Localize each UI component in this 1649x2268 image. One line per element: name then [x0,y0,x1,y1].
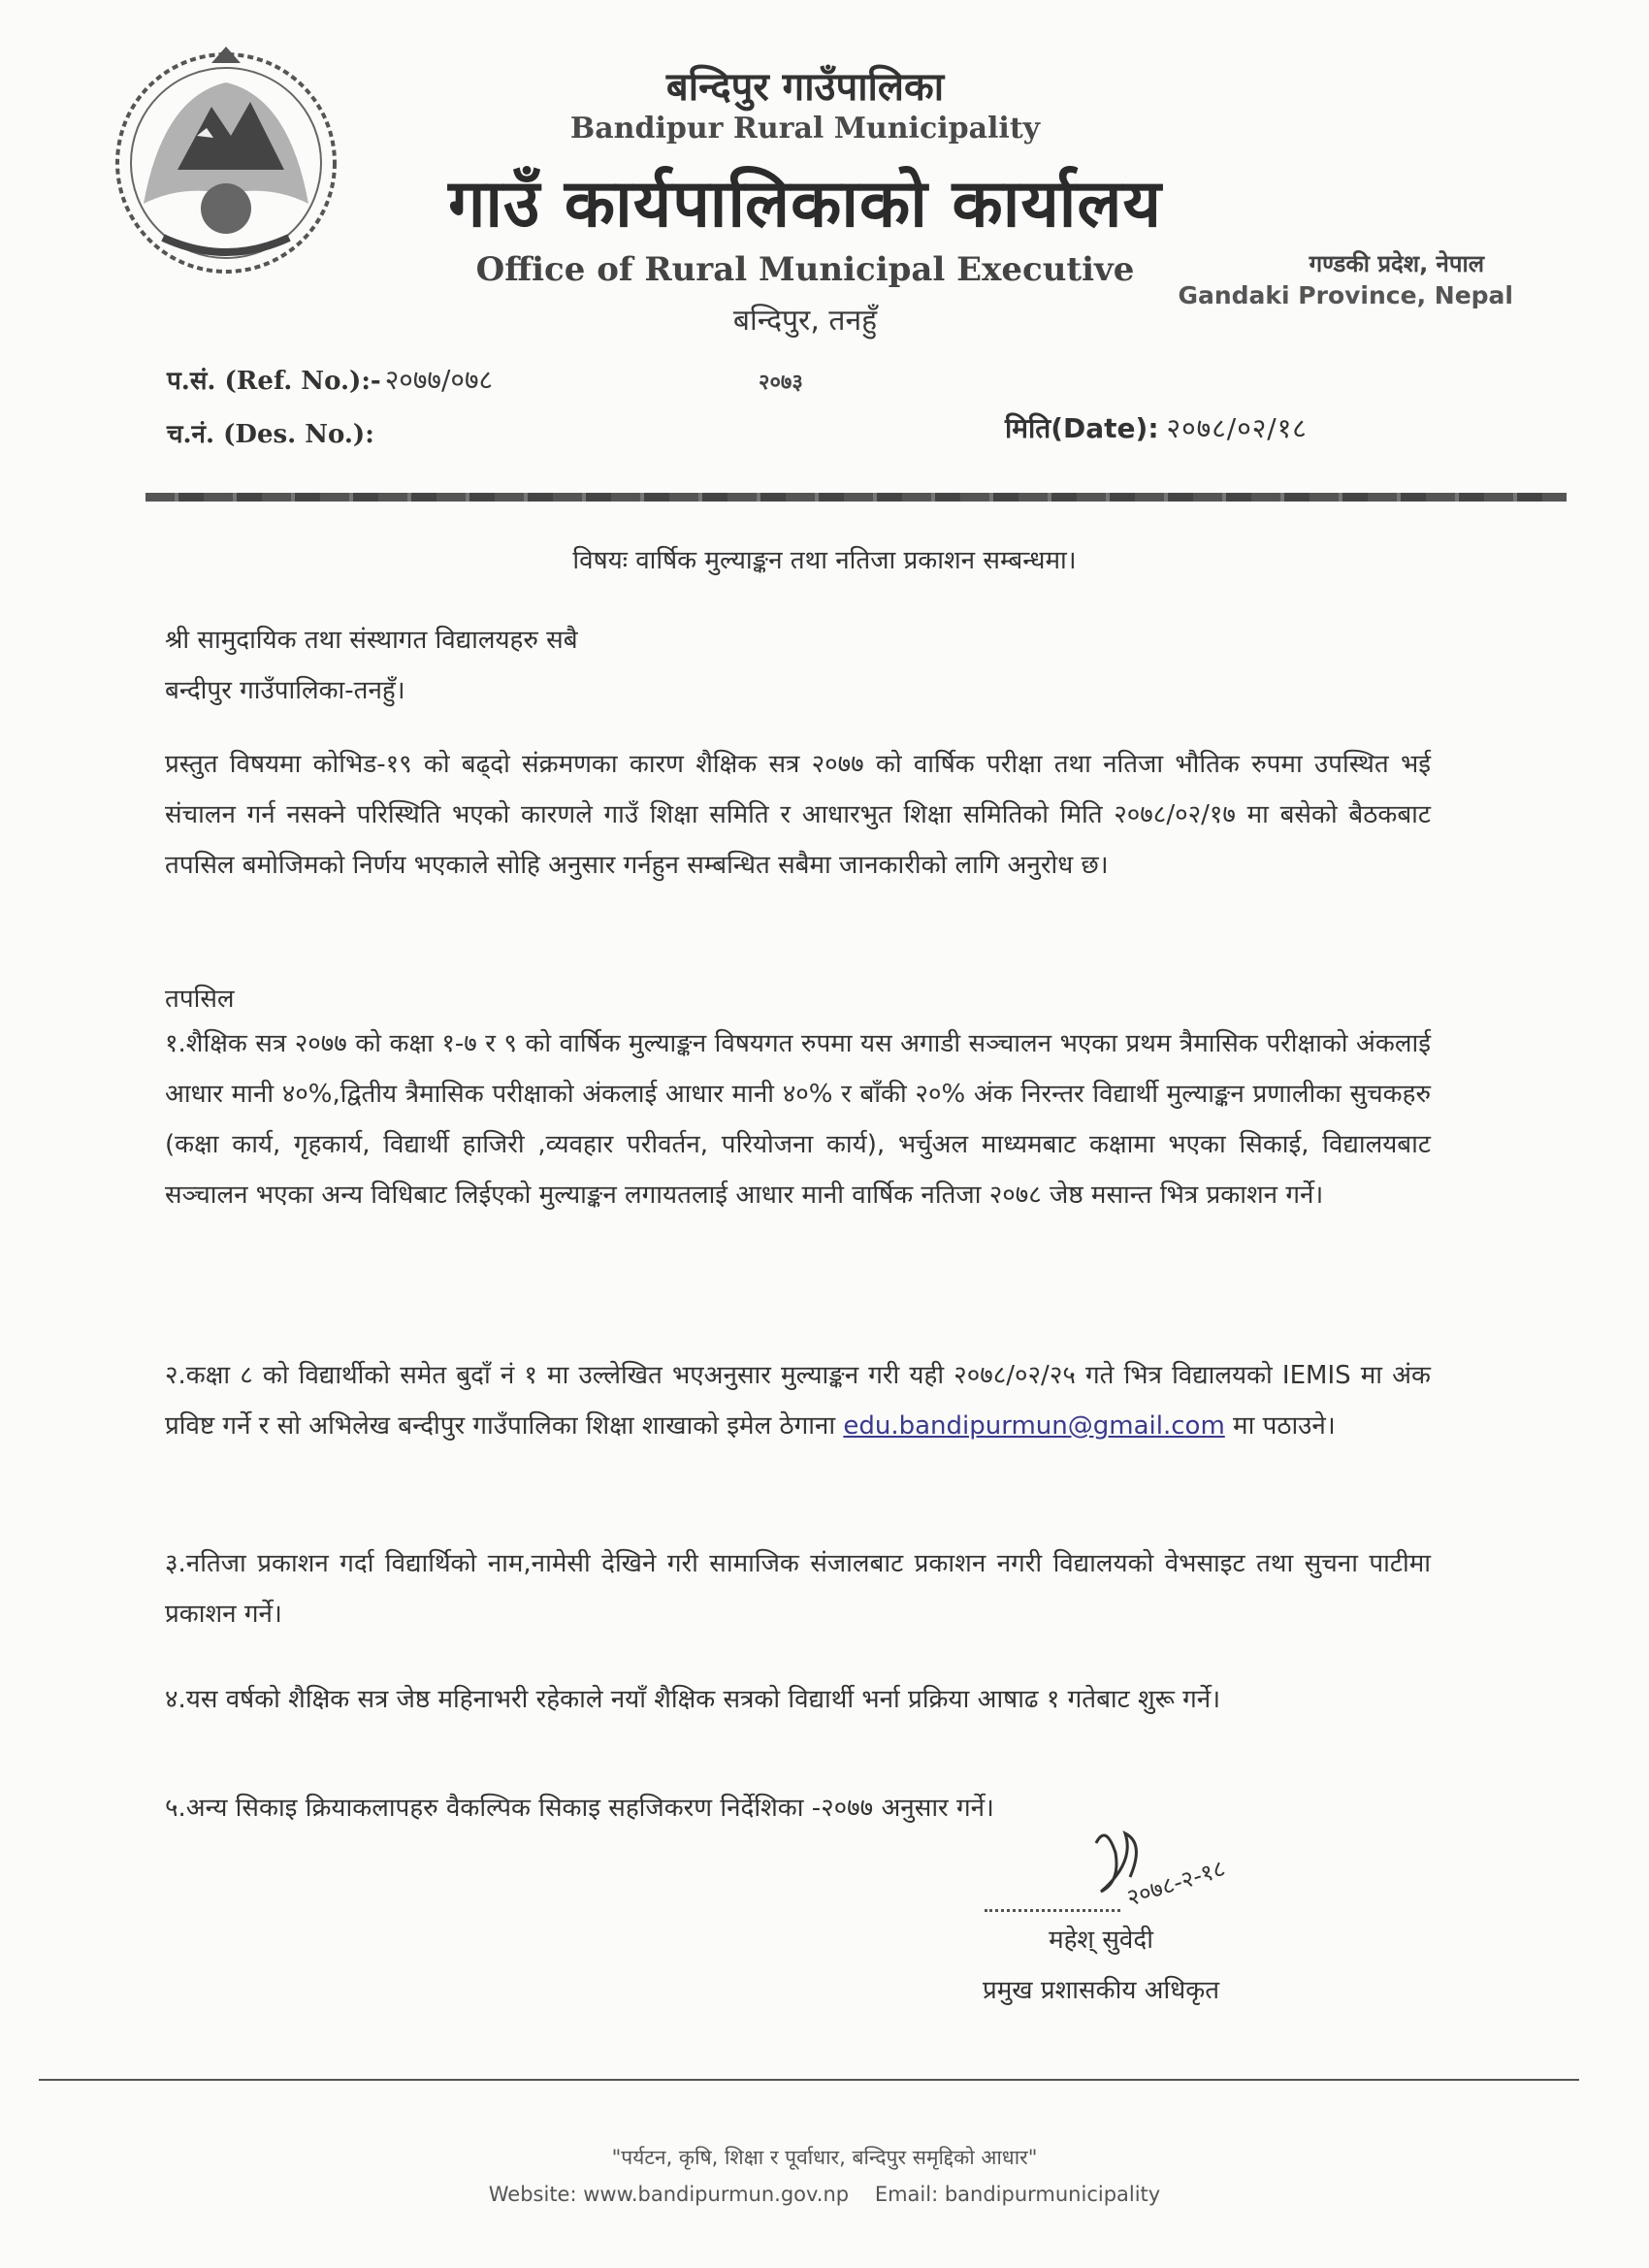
point-2-tail: मा पठाउने। [1233,1411,1336,1441]
date-label: मिति(Date): [1005,412,1159,444]
decision-point-3: ३.नतिजा प्रकाशन गर्दा विद्यार्थिको नाम,नामेसी देखिने गरी सामाजिक संजालबाट प्रकाशन नगरी विद्यालयको वेभसाइट तथा सुचना पाटीमा प्रकाशन गर्ने। [165,1549,1431,1629]
decision-point-2 [165,1350,1431,1451]
footer-website[interactable]: Website: www.bandipurmun.gov.np [488,2183,850,2206]
details-heading: तपसिल [165,985,235,1014]
province-english: Gandaki Province, Nepal [1178,281,1513,309]
footer-contact [291,2183,1358,2206]
office-title-english: Office of Rural Municipal Executive [475,250,1135,289]
dispatch-label: च.नं. (Des. No.): [167,420,374,449]
addressee-line-2: बन्दीपुर गाउँपालिका-तनहुँ। [165,676,405,705]
signature-date: २०७८-२-१८ [1123,1854,1229,1912]
intro-paragraph: प्रस्तुत विषयमा कोभिड-१९ को बढ्दो संक्रमणका कारण शैक्षिक सत्र २०७७ को वार्षिक परीक्षा तथा नतिजा भौतिक रुपमा उपस्थित भई संचालन गर्न नसक्ने परिस्थिति भएको कारणले गाउँ शिक्षा समिति र आधारभुत शिक्षा समितिको मिति २०७८/०२/१७ मा बसेको बैठकबाट तपसिल बमोजिमको निर्णय भएकाले सोहि अनुसार गर्नहुन सम्बन्धित सबैमा जानकारीको लागि अनुरोध छ। [165,750,1431,880]
signatory-title: प्रमुख प्रशासकीय अधिकृत [982,1976,1220,2005]
education-email-link[interactable]: edu.bandipurmun@gmail.com [843,1411,1225,1441]
header-divider [146,493,1567,502]
nepal-emblem-icon [105,39,347,281]
signature-line [985,1909,1120,1912]
province-nepali: गण्डकी प्रदेश, नेपाल [1309,250,1484,277]
dispatch-number [167,415,374,450]
municipality-name-nepali: बन्दिपुर गाउँपालिका [665,65,945,110]
decision-point-4: ४.यस वर्षको शैक्षिक सत्र जेष्ठ महिनाभरी रहेकाले नयाँ शैक्षिक सत्रको विद्यार्थी भर्ना प्रक्रिया आषाढ १ गतेबाट शुरू गर्ने। [165,1685,1221,1714]
point-2-text: २.कक्षा ८ को विद्यार्थीको समेत बुदाँ नं १ मा उल्लेखित भएअनुसार मुल्याङ्कन गरी यही २०७८/०२/२५ गते भित्र विद्यालयको IEMIS मा अंक प्रविष्ट गर्ने र सो अभिलेख बन्दीपुर गाउँपालिका शिक्षा शाखाको इमेल ठेगाना [165,1361,1431,1441]
decision-point-5: ५.अन्य सिकाइ क्रियाकलापहरु वैकल्पिक सिकाइ सहजिकरण निर्देशिका -२०७७ अनुसार गर्ने। [165,1794,994,1823]
signatory-name: महेश् सुवेदी [1049,1926,1153,1955]
addressee-line-1: श्री सामुदायिक तथा संस्थागत विद्यालयहरु सबै [165,626,578,655]
footer-email[interactable]: Email: bandipurmunicipality [874,2183,1161,2206]
footer-motto: "पर्यटन, कृषि, शिक्षा र पूर्वाधार, बन्दिपुर समृद्दिको आधार" [611,2146,1038,2169]
date-value: २०७८/०२/१८ [1166,412,1308,444]
decision-point-1: १.शैक्षिक सत्र २०७७ को कक्षा १-७ र ९ को वार्षिक मुल्याङ्कन विषयगत रुपमा यस अगाडी सञ्चालन भएका प्रथम त्रैमासिक परीक्षाको अंकलाई आधार मानी ४०%,द्वितीय त्रैमासिक परीक्षाको अंकलाई आधार मानी ४०% र बाँकी २०% अंक निरन्तर विद्यार्थी मुल्याङ्कन प्रणालीका सुचकहरु (कक्षा कार्य, गृहकार्य, विद्यार्थी हाजिरी ,व्यवहार परीवर्तन, परियोजना कार्य), भर्चुअल माध्यमबाट कक्षामा भएका सिकाई, विद्यालयबाट सञ्चालन भएका अन्य विधिबाट लिईएको मुल्याङ्कन लगायतलाई आधार मानी वार्षिक नतिजा २०७८ जेष्ठ मसान्त भित्र प्रकाशन गर्ने। [165,1029,1431,1210]
letter-subject: विषयः वार्षिक मुल्याङ्कन तथा नतिजा प्रकाशन सम्बन्धमा। [572,546,1077,575]
footer-divider [39,2079,1579,2081]
fiscal-year-code: २०७३ [759,371,803,395]
municipality-name-english: Bandipur Rural Municipality [569,112,1041,146]
office-location: बन्दिपुर, तनहुँ [732,304,878,338]
letter-date [1005,409,1308,446]
reference-number [167,361,493,398]
office-title-nepali: गाउँ कार्यपालिकाको कार्यालय [448,166,1162,243]
reference-value: २०७७/०७८ [384,364,494,396]
reference-label: प.सं. (Ref. No.):- [167,367,381,396]
